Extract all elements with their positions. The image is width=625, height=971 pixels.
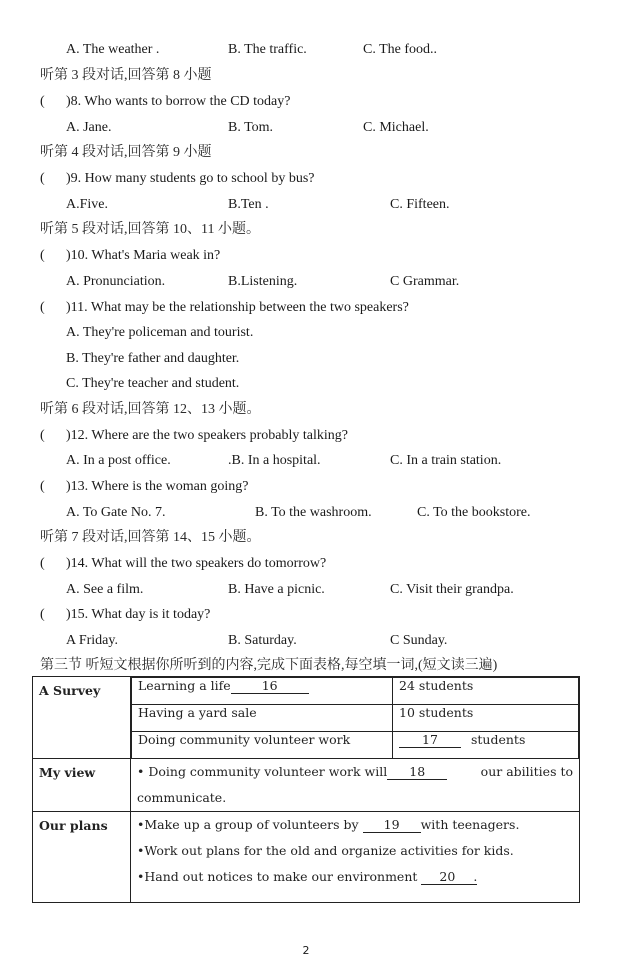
answer-paren: ( [40, 556, 45, 571]
answer-paren: ( [40, 248, 45, 263]
answer-paren: ( [40, 428, 45, 443]
survey-count: 10 students [393, 705, 579, 732]
q7-option-b: B. The traffic. [228, 42, 307, 57]
survey-count: 24 students [393, 678, 579, 705]
question-text: )11. What may be the relationship between the two speakers? [66, 300, 409, 315]
survey-count [393, 732, 579, 759]
survey-item: Doing community volunteer work [132, 732, 393, 759]
plan-suffix: . [473, 869, 478, 884]
plan-item [131, 838, 579, 864]
view-cell [131, 759, 580, 812]
survey-row [132, 705, 579, 732]
section-heading: 听第 7 段对话,回答第 14、15 小题。 [40, 530, 261, 545]
question-text: )14. What will the two speakers do tomorrow? [66, 556, 327, 571]
blank-18: 18 [387, 765, 447, 780]
option-c: C. Fifteen. [390, 197, 450, 212]
question-text: )8. Who wants to borrow the CD today? [66, 94, 291, 109]
option-a: A.Five. [66, 197, 108, 212]
section-heading: 听第 6 段对话,回答第 12、13 小题。 [40, 402, 261, 417]
option-a: A. They're policeman and tourist. [66, 325, 254, 340]
option-c: C. In a train station. [390, 453, 502, 468]
count-unit: students [470, 732, 526, 747]
answer-paren: ( [40, 171, 45, 186]
survey-row [132, 678, 579, 705]
plan-text: •Work out plans for the old and organize activities for kids. [137, 843, 514, 858]
option-a: A. Jane. [66, 120, 112, 135]
answer-paren: ( [40, 300, 45, 315]
option-b: .B. In a hospital. [228, 453, 321, 468]
option-c: C. Michael. [363, 120, 429, 135]
survey-item: Having a yard sale [132, 705, 393, 732]
item-text: Learning a life [138, 678, 231, 693]
question-text: )9. How many students go to school by bus? [66, 171, 315, 186]
answer-paren: ( [40, 94, 45, 109]
section-heading: 听第 4 段对话,回答第 9 小题 [40, 145, 212, 160]
q7-option-a: A. The weather . [66, 42, 160, 57]
page-number: 2 [302, 944, 310, 957]
plan-item [131, 812, 579, 838]
blank-17: 17 [399, 733, 461, 748]
answer-paren: ( [40, 607, 45, 622]
option-b: B. Have a picnic. [228, 582, 325, 597]
plan-suffix: with teenagers. [420, 817, 520, 832]
question-text: )15. What day is it today? [66, 607, 211, 622]
option-b: B. They're father and daughter. [66, 351, 240, 366]
plan-text: •Make up a group of volunteers by [137, 817, 363, 832]
survey-cells [131, 677, 580, 759]
view-prefix: • Doing community volunteer work will [137, 764, 388, 779]
blank-16: 16 [231, 679, 309, 694]
blank-20: 20 [421, 870, 473, 885]
option-b: B. Saturday. [228, 633, 297, 648]
option-a: A. See a film. [66, 582, 144, 597]
question-text: )10. What's Maria weak in? [66, 248, 221, 263]
view-label: My view [33, 759, 131, 812]
option-b: B.Listening. [228, 274, 298, 289]
option-a: A. To Gate No. 7. [66, 505, 166, 520]
plans-cell [131, 812, 580, 903]
plan-text: •Hand out notices to make our environment [137, 869, 422, 884]
survey-label: A Survey [33, 677, 131, 759]
option-b: B.Ten . [228, 197, 269, 212]
answer-paren: ( [40, 479, 45, 494]
option-c: C. To the bookstore. [417, 505, 531, 520]
option-a: A Friday. [66, 633, 118, 648]
survey-item [132, 678, 393, 705]
option-b: B. Tom. [228, 120, 274, 135]
option-c: C. Visit their grandpa. [390, 582, 514, 597]
view-text [137, 759, 447, 785]
section-heading: 听第 3 段对话,回答第 8 小题 [40, 68, 212, 83]
survey-table [32, 676, 580, 903]
blank-19: 19 [363, 818, 421, 833]
question-text: )13. Where is the woman going? [66, 479, 249, 494]
view-suffix: our abilities to [480, 764, 573, 779]
option-c: C. They're teacher and student. [66, 376, 240, 391]
option-b: B. To the washroom. [255, 505, 372, 520]
view-line2: communicate. [137, 790, 227, 805]
option-a: A. In a post office. [66, 453, 171, 468]
part3-heading: 第三节 听短文根据你所听到的内容,完成下面表格,每空填一词,(短文读三遍) [40, 658, 498, 673]
option-c: C Grammar. [390, 274, 460, 289]
plans-label: Our plans [33, 812, 131, 903]
plan-item [131, 864, 579, 890]
option-a: A. Pronunciation. [66, 274, 166, 289]
survey-row [132, 732, 579, 759]
option-c: C Sunday. [390, 633, 448, 648]
section-heading: 听第 5 段对话,回答第 10、11 小题。 [40, 222, 260, 237]
q7-option-c: C. The food.. [363, 42, 438, 57]
question-text: )12. Where are the two speakers probably talking? [66, 428, 348, 443]
